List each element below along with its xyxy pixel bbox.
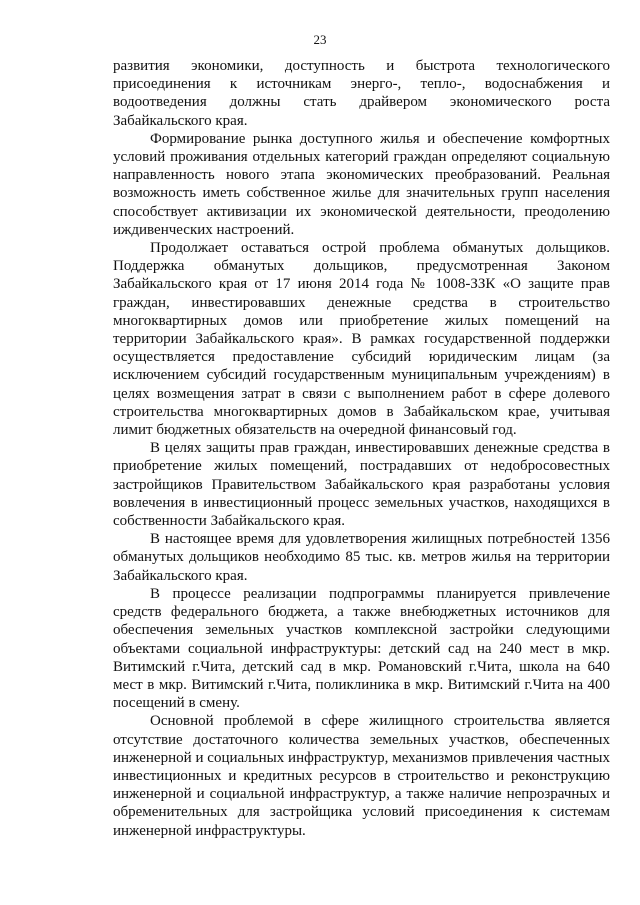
- page-number: 23: [313, 32, 327, 47]
- paragraph-housing-needs: В настоящее время для удовлетворения жилищных потребностей 1356 обманутых дольщиков необходимо 85 тыс. кв. метров жилья на территории Забайкальского края.: [113, 531, 610, 584]
- paragraph-subprogram-funding: В процессе реализации подпрограммы планируется привлечение средств федерального бюджета, а также внебюджетных источников для обеспечения земельных участков комплексной застройки следующими объектами социальной инфраструктуры: детский сад на 240 мест в мкр. Витимский г.Чита, детский сад в мкр. Романовский г.Чита, школа на 640 мест в мкр. Витимский г.Чита, поликлиника в мкр. Витимский г.Чита на 400 посещений в смену.: [113, 585, 610, 712]
- paragraph-continuation: развития экономики, доступность и быстрота технологического присоединения к источникам энерго-, тепло-, водоснабжения и водоотведения должны стать драйвером экономического роста Забайкальского края.: [113, 58, 610, 129]
- paragraph-housing-market: Формирование рынка доступного жилья и обеспечение комфортных условий проживания отдельных категорий граждан определяют социальную направленность нового этапа экономических преобразований. Реальная возможность иметь собственное жилье для значительных групп населения способствует активизации их экономической деятельности, преодолению иждивенческих настроений.: [113, 130, 610, 238]
- paragraph-main-problem: Основной проблемой в сфере жилищного строительства является отсутствие достаточного количества земельных участков, обеспеченных инженерной и социальных инфраструктур, механизмов привлечения частных инвестиционных и кредитных ресурсов в строительство и реконструкцию инженерной и социальной инфраструктур, а также наличие непрозрачных и обременительных для застройщика условий присоединения к системам инженерной инфраструктуры.: [113, 713, 610, 839]
- paragraph-defrauded-shareholders: Продолжает оставаться острой проблема обманутых дольщиков. Поддержка обманутых дольщиков, предусмотренная Законом Забайкальского края от 17 июня 2014 года № 1008-ЗЗК «О защите прав граждан, инвестировавших денежные средства в строительство многоквартирных домов или приобретение жилых помещений на территории Забайкальского края». В рамках государственной поддержки осуществляется предоставление субсидий юридическим лицам (за исключением субсидий государственным муниципальным учреждениям) в целях возмещения затрат в связи с выполнением работ в сфере долевого строительства многоквартирных домов в Забайкальском крае, учитывая лимит бюджетных обязательств на очередной финансовый год.: [113, 240, 610, 439]
- document-body: [113, 57, 610, 840]
- paragraph-rights-protection: В целях защиты прав граждан, инвестировавших денежные средства в приобретение жилых помещений, пострадавших от недобросовестных застройщиков Правительством Забайкальского края разработаны условия вовлечения в инвестиционный процесс земельных участков, находящихся в собственности Забайкальского края.: [113, 440, 610, 530]
